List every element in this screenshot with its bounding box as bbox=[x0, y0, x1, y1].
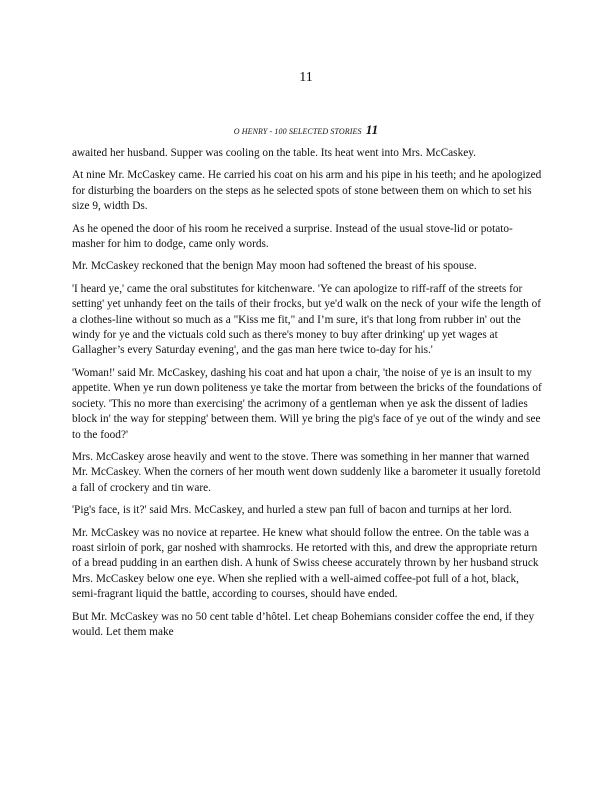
paragraph: awaited her husband. Supper was cooling on the table. Its heat went into Mrs. McCaskey. bbox=[72, 147, 476, 159]
running-header bbox=[0, 122, 612, 138]
body-text bbox=[72, 146, 542, 647]
paragraph: 'Pig's face, is it?' said Mrs. McCaskey, and hurled a stew pan full of bacon and turnips at her lord. bbox=[72, 504, 512, 517]
paragraph: 'I heard ye,' came the oral substitutes for kitchenware. 'Ye can apologize to riff-raff of the streets for setting' yet unhandy feet on the tails of their frocks, but ye'd walk on the neck of your wife the length of a clothes-line without so much as a "Kiss me fit," and I’m sure, it's that long from rubber in' out the windy for ye and the victuals cold such as there's money to buy after drinking' up yet wages at Gallagher’s every Saturday evening', and the gas man here twice to-day for his.' bbox=[72, 282, 541, 357]
paragraph: Mr. McCaskey was no novice at repartee. He knew what should follow the entree. On the table was a roast sirloin of pork, gar noshed with shamrocks. He retorted with this, and drew the appropriate return of a bread pudding in an earthen dish. A hunk of Swiss cheese accurately thrown by her husband struck Mrs. McCaskey below one eye. When she replied with a well-aimed coffee-pot full of a hot, black, semi-fragrant liquid the battle, according to courses, should have ended. bbox=[72, 526, 539, 601]
paragraph: But Mr. McCaskey was no 50 cent table d’hôtel. Let cheap Bohemians consider coffee the end, if they would. Let them make bbox=[72, 610, 535, 638]
paragraph: Mrs. McCaskey arose heavily and went to the stove. There was something in her manner that warned Mr. McCaskey. When the corners of her mouth went down suddenly like a barometer it usually foretold a fall of crockery and tin ware. bbox=[72, 450, 541, 494]
paragraph: At nine Mr. McCaskey came. He carried his coat on his arm and his pipe in his teeth; and he apologized for disturbing the boarders on the steps as he selected spots of stone between them on which to set his size 9, width Ds. bbox=[72, 169, 542, 213]
paragraph: Mr. McCaskey reckoned that the benign May moon had softened the breast of his spouse. bbox=[72, 260, 477, 273]
paragraph: 'Woman!' said Mr. McCaskey, dashing his coat and hat upon a chair, 'the noise of ye is an insult to my appetite. When ye run down politeness ye take the mortar from between the bricks of the foundations of society. 'This no more than exercising' the acrimony of a gentleman when ye ask the dissent of ladies block in' the way for stepping' between them. Will ye bring the pig's face of ye out of the windy and see to the food?' bbox=[72, 366, 542, 441]
running-header-title: O HENRY - 100 SELECTED STORIES bbox=[233, 127, 362, 136]
page-number: 11 bbox=[299, 70, 313, 85]
running-header-number: 11 bbox=[365, 122, 379, 137]
paragraph: As he opened the door of his room he received a surprise. Instead of the usual stove-lid or potato-masher for him to dodge, came only words. bbox=[72, 222, 513, 251]
